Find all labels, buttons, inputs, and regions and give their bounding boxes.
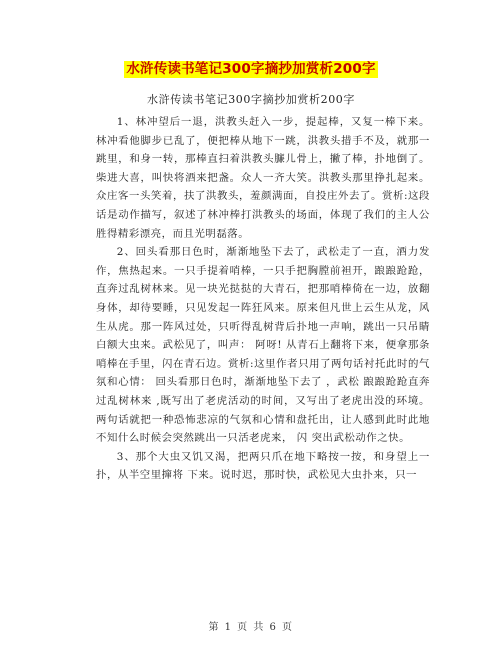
document-subtitle: 水浒传读书笔记300字摘抄加赏析200字 bbox=[147, 93, 355, 106]
heading-container bbox=[0, 58, 502, 78]
page-number-label: 第 1 页 共 6 页 bbox=[208, 622, 294, 633]
paragraph-3: 3、那个大虫又饥又渴，把两只爪在地下略按一按，和身望上一扑，从半空里撺将 下来。说时迟，那时快，武松见大虫扑来，只一 bbox=[96, 450, 430, 482]
document-heading: 水浒传读书笔记300字摘抄加赏析200字 bbox=[126, 61, 376, 77]
paragraph-2: 2、回头看那日色时，渐渐地坠下去了，武松走了一直，酒力发作，焦热起来。一只手提着哨棒，一只手把胸膛前袒开，踉踉跄跄，直奔过乱树林来。见一块光挞挞的大青石，把那哨棒倚在一边，放翻身体，却待要睡，只见发起一阵狂风来。原来但凡世上云生从龙，风生从虎。那一阵风过处，只听得乱树背后扑地一声响，跳出一只吊睛白额大虫来。武松见了，叫声： 阿呀! 从青石上翻将下来，便拿那条哨棒在手里，闪在青石边。赏析:这里作者只用了两句话衬托此时的气氛和心情： 回头看那日色时，渐渐地坠下去了 ，武松 踉踉跄跄直奔过乱树林来 ,既写出了老虎活动的时间，又写出了老虎出没的环境。两句话就把一种恐怖悲凉的气氛和心情和盘托出，让人感到此时此地不知什么时候会突然跳出一只活老虎来， 闪 突出武松动作之快。 bbox=[96, 246, 430, 445]
paragraph-1: 1、林冲望后一退，洪教头赶入一步，提起棒，又复一棒下来。林冲看他脚步已乱了，便把棒从地下一跳，洪教头措手不及，就那一跳里，和身一转，那棒直扫着洪教头臁儿骨上，撇了棒，扑地倒了。柴进大喜，叫快将酒来把盏。众人一齐大笑。洪教头那里挣扎起来。众庄客一头笑着，扶了洪教头，羞颜满面，自投庄外去了。赏析:这段话是动作描写，叙述了林冲棒打洪教头的场面，体现了我们的主人公胜得精彩漂亮，而且光明磊落。 bbox=[96, 116, 430, 240]
document-body bbox=[96, 113, 430, 485]
page-footer bbox=[0, 622, 502, 634]
